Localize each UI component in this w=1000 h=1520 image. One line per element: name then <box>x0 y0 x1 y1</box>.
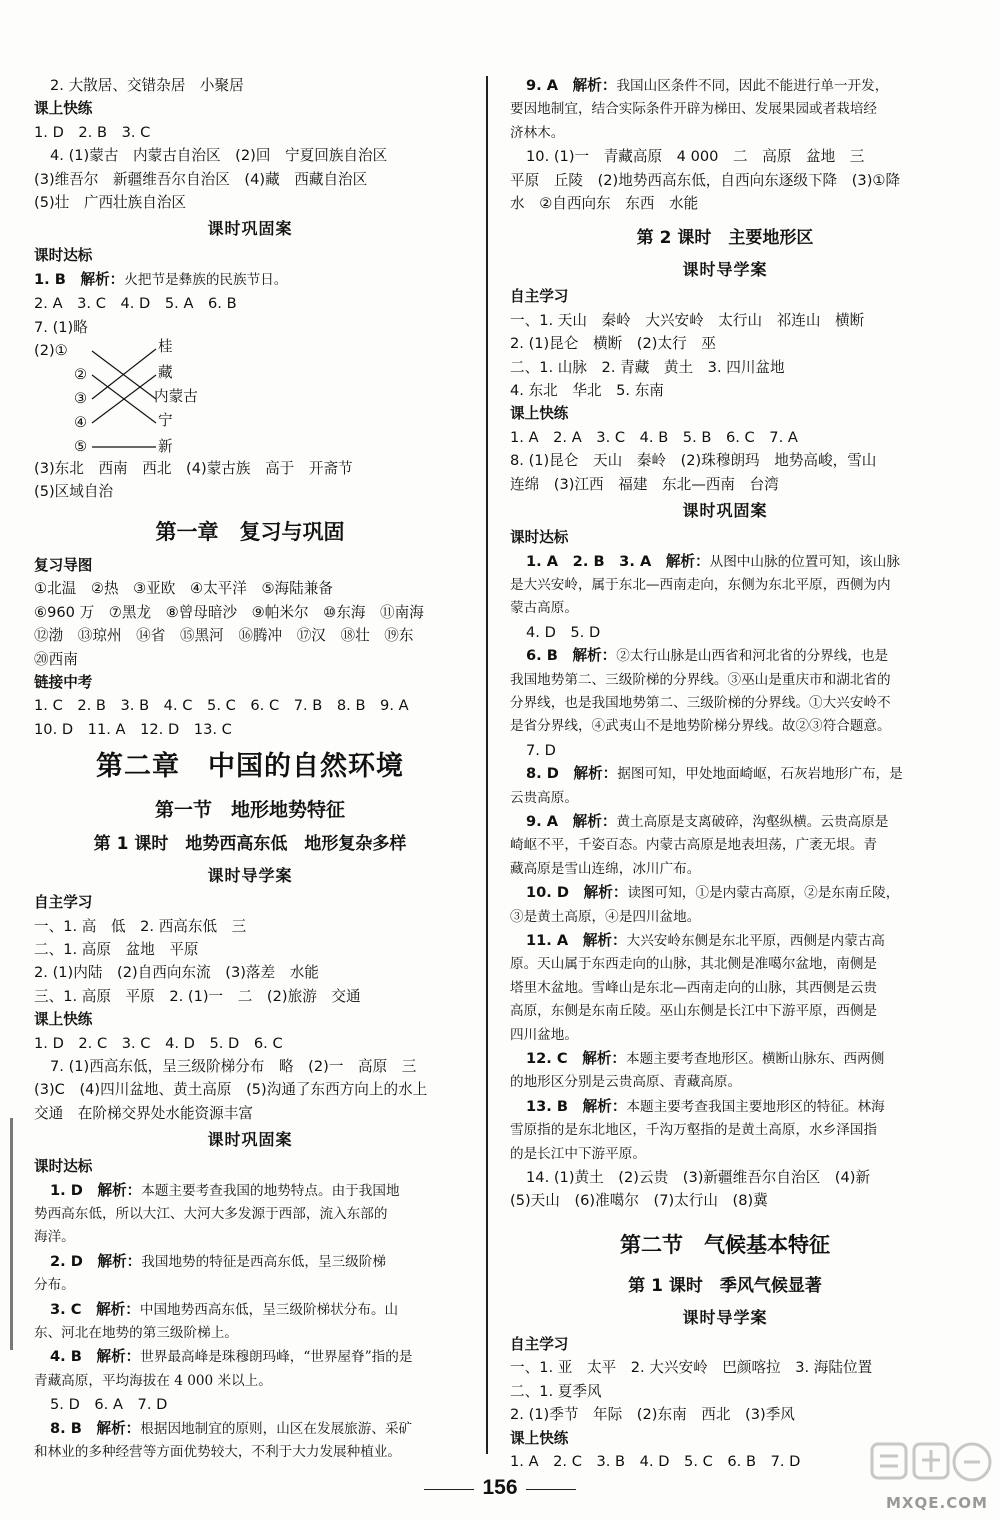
explanation-line: 东、河北在地势的第三级阶梯上。 <box>34 1325 238 1342</box>
explanation-line: 济林木。 <box>510 124 565 141</box>
subheading: 自主学习 <box>510 288 569 306</box>
explanation: 据图可知，甲处地面崎岖，石灰岩地形广布，是 <box>617 766 903 783</box>
answer-key: 10. D 解析： <box>526 884 628 902</box>
answer-line: 4. D 5. D <box>526 623 601 641</box>
explanation: 本题主要考查我国的地势特点。由于我国地 <box>141 1182 400 1199</box>
scan-edge-mark <box>10 1118 13 1350</box>
answer-line <box>510 810 940 834</box>
answer-line: 7. (1)西高东低，呈三级阶梯分布 略 (2)一 高原 三 <box>50 1057 417 1075</box>
subheading: 课时达标 <box>34 1158 93 1176</box>
answer-key: 8. B 解析： <box>50 1419 141 1437</box>
explanation: 大兴安岭东侧是东北平原，西侧是内蒙古高 <box>626 933 885 949</box>
answer-line: 4. 东北 华北 5. 东南 <box>510 382 664 400</box>
answer-key: 11. A 解析： <box>526 932 627 949</box>
lesson-title: 第 1 课时 季风气候显著 <box>628 1275 822 1296</box>
answer-line: (5)壮 广西壮族自治区 <box>34 194 187 212</box>
match-right-item: 藏 <box>158 364 173 382</box>
answer-line <box>510 644 940 668</box>
answer-line: 三、1. 高原 平原 2. (1)一 二 (2)旅游 交通 <box>34 987 361 1005</box>
answer-line <box>510 1047 940 1071</box>
answer-line: 5. D 6. A 7. D <box>50 1396 168 1414</box>
answer-line: ⑥960 万 ⑦黑龙 ⑧曾母暗沙 ⑨帕米尔 ⑩东海 ⑪南海 <box>34 603 424 621</box>
explanation-line: 蒙古高原。 <box>510 600 578 617</box>
answer-line: 2. A 3. C 4. D 5. A 6. B <box>34 295 237 313</box>
section-heading: 课时导学案 <box>682 260 768 280</box>
explanation-line: 海洋。 <box>34 1229 75 1246</box>
explanation-line: 青藏高原，平均海拔在 4 000 米以上。 <box>34 1372 272 1389</box>
answer-line: 1. A 2. A 3. C 4. B 5. B 6. C 7. A <box>510 428 798 446</box>
answer-line: 平原 丘陵 (2)地势西高东低，自西向东逐级下降 (3)①降 <box>510 171 901 189</box>
lesson-title: 第 1 课时 地势西高东低 地形复杂多样 <box>93 834 407 855</box>
match-left-item: ④ <box>74 414 88 432</box>
answer-key: 8. D 解析： <box>526 765 618 783</box>
match-right-item: 新 <box>158 438 173 456</box>
match-left-item: ③ <box>74 390 88 408</box>
explanation-line: 塔里木盆地。雪峰山是东北—西南走向的山脉，其西侧是云贵 <box>510 979 878 996</box>
answer-line: 10. D 11. A 12. D 13. C <box>34 720 232 738</box>
answer-line: 交通 在阶梯交界处水能资源丰富 <box>34 1104 253 1122</box>
explanation-line: 高原，东侧是东南丘陵。巫山东侧是长江中下游平原，西侧是 <box>510 1003 878 1020</box>
explanation: 黄土高原是支离破碎，沟壑纵横。云贵高原是 <box>616 813 889 830</box>
answer-line: 1. C 2. B 3. B 4. C 5. C 6. C 7. B 8. B 9. A <box>34 697 409 715</box>
answer-line: 1. D 2. B 3. C <box>34 123 151 141</box>
answer-key: 9. A 解析： <box>526 812 617 830</box>
explanation-line: 的地形区分别是云贵高原、青藏高原。 <box>510 1074 742 1091</box>
explanation: 世界最高峰是珠穆朗玛峰，“世界屋脊”指的是 <box>140 1349 413 1366</box>
answer-line <box>510 881 940 905</box>
answer-line: 2. (1)昆仑 横断 (2)太行 巫 <box>510 335 716 353</box>
answer-line: 一、1. 亚 太平 2. 大兴安岭 巴颜喀拉 3. 海陆位置 <box>510 1359 873 1377</box>
explanation-line: ③是黄土高原，④是四川盆地。 <box>510 908 701 925</box>
explanation-line: 是大兴安岭，属于东北—西南走向，东侧为东北平原，西侧为内 <box>510 576 891 593</box>
subheading: 课上快练 <box>34 100 93 118</box>
explanation-line: 分布。 <box>34 1277 75 1294</box>
subheading: 课时达标 <box>34 247 93 265</box>
match-left-item: ⑤ <box>74 438 88 456</box>
answer-line: 7. D <box>526 741 556 759</box>
answer-line: 连绵 (3)江西 福建 东北—西南 台湾 <box>510 475 779 493</box>
explanation: 本题主要考查地形区。横断山脉东、西两侧 <box>626 1051 885 1068</box>
explanation-line: 云贵高原。 <box>510 789 578 806</box>
explanation: 火把节是彝族的民族节日。 <box>124 271 288 288</box>
column-divider <box>486 76 488 1454</box>
answer-line: (3)东北 西南 西北 (4)蒙古族 高于 开斋节 <box>34 460 353 478</box>
answer-line: 二、1. 山脉 2. 青藏 黄土 3. 四川盆地 <box>510 358 785 376</box>
page-footer <box>0 1476 1000 1500</box>
right-column <box>510 74 940 1473</box>
explanation-line: 和林业的多种经营等方面优势较大，不利于大力发展种植业。 <box>34 1444 402 1461</box>
explanation-line: 要因地制宜，结合实际条件开辟为梯田、发展果园或者栽培经 <box>510 101 878 118</box>
answer-line <box>510 550 940 574</box>
answer-line: (3)维吾尔 新疆维吾尔自治区 (4)藏 西藏自治区 <box>34 170 368 188</box>
explanation-line: 雪原指的是东北地区，千沟万壑指的是黄土高原，水乡泽国指 <box>510 1122 878 1139</box>
answer-line <box>510 762 940 786</box>
explanation-line: 原。天山属于东西走向的山脉，其北侧是准噶尔盆地，南侧是 <box>510 956 878 973</box>
explanation: 根据因地制宜的原则，山区在发展旅游、采矿 <box>140 1420 413 1437</box>
subheading: 复习导图 <box>34 556 93 574</box>
explanation-line: 我国地势第二、三级阶梯的分界线。③巫山是重庆市和湖北省的 <box>510 671 891 688</box>
answer-key: 12. C 解析： <box>526 1050 627 1068</box>
answer-line <box>34 1298 466 1322</box>
explanation-line: 崎岖不平，千姿百态。内蒙古高原是地表坦荡，广袤无垠。青 <box>510 837 878 854</box>
answer-key: 2. D 解析： <box>50 1252 142 1270</box>
explanation: 本题主要考查我国主要地形区的特征。林海 <box>626 1098 885 1115</box>
answer-line: 1. D 2. C 3. C 4. D 5. D 6. C <box>34 1034 283 1052</box>
lesson-title: 第 2 课时 主要地形区 <box>636 228 814 249</box>
answer-line: (5)天山 (6)准噶尔 (7)太行山 (8)冀 <box>510 1192 768 1210</box>
answer-line: (3)C (4)四川盆地、黄土高原 (5)沟通了东西方向上的水上 <box>34 1081 428 1099</box>
explanation-line: 四川盆地。 <box>510 1026 578 1043</box>
explanation: 我国山区条件不同，因此不能进行单一开发， <box>616 78 889 94</box>
answer-key: 9. A 解析： <box>526 77 617 94</box>
answer-key: 13. B 解析： <box>526 1097 627 1115</box>
answer-line: 2. 大散居、交错杂居 小聚居 <box>50 77 244 94</box>
explanation: 我国地势的特征是西高东低，呈三级阶梯 <box>141 1253 386 1270</box>
explanation-line: 的是长江中下游平原。 <box>510 1145 646 1162</box>
chapter-title: 第二章 中国的自然环境 <box>96 751 404 783</box>
answer-line: ①北温 ②热 ③亚欧 ④太平洋 ⑤海陆兼备 <box>34 580 333 598</box>
section-heading: 课时导学案 <box>682 1307 768 1327</box>
explanation: 读图可知，①是内蒙古高原，②是东南丘陵， <box>627 885 900 902</box>
subheading: 课上快练 <box>510 1429 569 1447</box>
subheading: 链接中考 <box>34 673 93 691</box>
answer-line: 1. A 2. C 3. B 4. D 5. C 6. B 7. D <box>510 1452 801 1470</box>
answer-line <box>34 1417 466 1441</box>
watermark-text: MXQE.COM <box>886 1494 988 1512</box>
answer-line: 7. (1)略 <box>34 318 88 336</box>
answer-line <box>34 268 466 292</box>
subheading: 课时达标 <box>510 529 569 547</box>
answer-line: 二、1. 高原 盆地 平原 <box>34 940 199 958</box>
match-lines <box>34 339 164 457</box>
answer-key: 1. A 2. B 3. A 解析： <box>526 552 710 570</box>
answer-line: ⑫渤 ⑬琼州 ⑭省 ⑮黑河 ⑯腾冲 ⑰汉 ⑱壮 ⑲东 <box>34 627 414 645</box>
answer-line: 14. (1)黄土 (2)云贵 (3)新疆维吾尔自治区 (4)新 <box>526 1169 871 1187</box>
match-right-item: 桂 <box>158 338 173 356</box>
answer-line: 2. (1)内陆 (2)自西向东流 (3)落差 水能 <box>34 964 319 982</box>
subheading: 自主学习 <box>34 894 93 912</box>
answer-key: 6. B 解析： <box>526 647 617 665</box>
answer-line: ⑳西南 <box>34 650 78 668</box>
chapter-review-heading: 第一章 复习与巩固 <box>155 519 345 544</box>
match-left-item: ② <box>74 366 88 384</box>
section-title: 第二节 气候基本特征 <box>620 1232 830 1257</box>
answer-line: 10. (1)一 青藏高原 4 000 二 高原 盆地 三 <box>526 148 865 166</box>
section-heading: 课时巩固案 <box>682 501 768 521</box>
left-column <box>34 74 466 1464</box>
explanation-line: 分界线，也是我国地势第二、三级阶梯的分界线。①大兴安岭不 <box>510 694 891 711</box>
answer-line: 一、1. 高 低 2. 西高东低 三 <box>34 917 247 935</box>
answer-line: 4. (1)蒙古 内蒙古自治区 (2)回 宁夏回族自治区 <box>50 147 388 165</box>
footer-rule <box>424 1489 474 1490</box>
answer-line <box>510 74 940 98</box>
page-number: 156 <box>482 1476 518 1499</box>
footer-rule <box>526 1489 576 1490</box>
explanation: ②太行山脉是山西省和河北省的分界线，也是 <box>616 648 889 665</box>
answer-key: 1. B 解析： <box>34 270 125 288</box>
section-heading: 课时巩固案 <box>207 1130 293 1150</box>
answer-key: 1. D 解析： <box>50 1181 142 1199</box>
match-left-item: (2)① <box>34 342 68 360</box>
explanation: 从图中山脉的位置可知，该山脉 <box>709 553 900 570</box>
answer-line <box>34 1345 466 1369</box>
subheading: 自主学习 <box>510 1335 569 1353</box>
answer-line: 一、1. 天山 秦岭 大兴安岭 太行山 祁连山 横断 <box>510 311 865 329</box>
answer-line <box>510 929 940 953</box>
explanation-line: 势西高东低，所以大江、大河大多发源于西部，流入东部的 <box>34 1206 388 1222</box>
answer-line <box>34 1179 466 1203</box>
section-heading: 课时巩固案 <box>207 219 293 239</box>
answer-line: 二、1. 夏季风 <box>510 1382 602 1400</box>
answer-key: 4. B 解析： <box>50 1348 141 1366</box>
subheading: 课上快练 <box>510 405 569 423</box>
match-right-item: 宁 <box>158 412 173 430</box>
answer-line: 水 ②自西向东 东西 水能 <box>510 195 699 213</box>
explanation-line: 藏高原是雪山连绵，冰川广布。 <box>510 860 701 877</box>
answer-line <box>510 1095 940 1119</box>
section-title: 第一节 地形地势特征 <box>154 799 345 822</box>
explanation-line: 是省分界线，④武夷山不是地势阶梯分界线。故②③符合题意。 <box>510 718 891 735</box>
matching-diagram <box>34 339 466 457</box>
answer-line: 8. (1)昆仑 天山 秦岭 (2)珠穆朗玛 地势高峻，雪山 <box>510 452 877 470</box>
explanation: 中国地势西高东低，呈三级阶梯状分布。山 <box>139 1301 399 1318</box>
answer-line: 2. (1)季节 年际 (2)东南 西北 (3)季风 <box>510 1406 795 1424</box>
section-heading: 课时导学案 <box>207 866 293 886</box>
match-right-item: 内蒙古 <box>154 388 198 406</box>
answer-line: (5)区域自治 <box>34 483 114 501</box>
subheading: 课上快练 <box>34 1011 93 1029</box>
answer-line <box>34 1250 466 1274</box>
answer-key: 3. C 解析： <box>50 1300 140 1318</box>
